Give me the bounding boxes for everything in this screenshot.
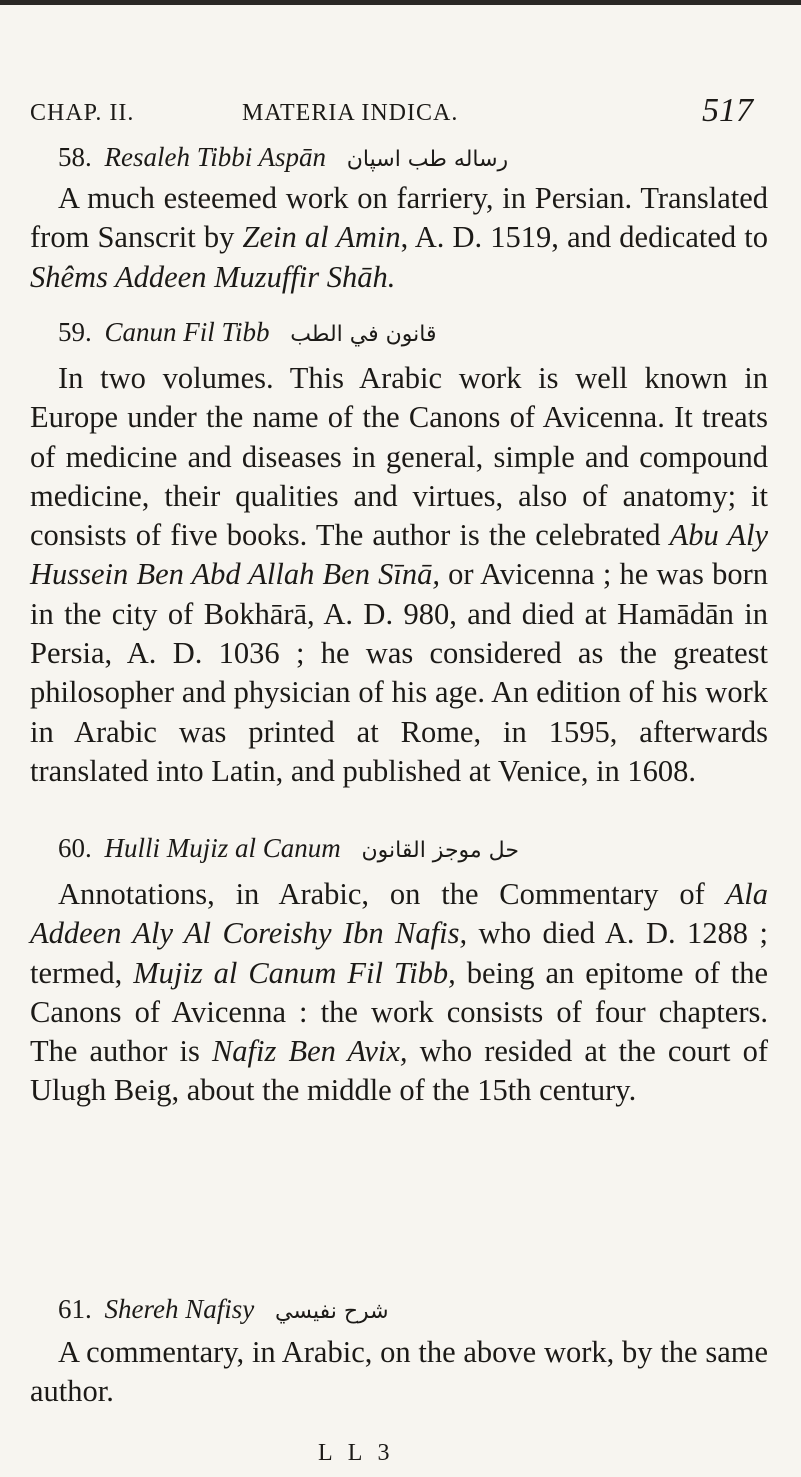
entry-body <box>30 1333 768 1412</box>
running-header <box>30 92 753 132</box>
body-text: or Avicenna ; he was born in the city of Bokhārā, A. D. 980, and died at Hamādān in Persia, A. D. 1036 ; he was considered as the greatest philosopher and physician of his age. An edition of his work in Arabic was printed at Rome, in 1595, afterwards translated into Latin, and published at Venice, in 1608. <box>30 557 768 788</box>
arabic-title: شرح نفيسي <box>274 1299 389 1324</box>
entry-title: Hulli Mujiz al Canum <box>104 833 341 863</box>
entry-title: Shereh Nafisy <box>104 1294 255 1324</box>
arabic-title: حل موجز القانون <box>361 838 519 863</box>
page-number: 517 <box>702 92 753 129</box>
body-text: A commentary, in Arabic, on the above work, by the same author. <box>30 1335 768 1409</box>
entry-title: Resaleh Tibbi Aspān <box>104 142 327 172</box>
entry-heading <box>58 316 436 351</box>
entry-number: 60. <box>58 833 92 863</box>
entry-title: Canun Fil Tibb <box>104 317 270 347</box>
body-text: A much esteemed work on farriery, in Persian. Translated from Sanscrit by <box>30 181 768 255</box>
arabic-title: رساله طب اسپان <box>346 147 509 172</box>
body-text: Annotations, in Arabic, on the Commentary of <box>58 877 726 911</box>
chapter-label: CHAP. II. <box>30 100 135 126</box>
body-text: , A. D. 1519, and dedicated to <box>400 220 768 255</box>
entry-heading <box>58 141 508 176</box>
italic-name: Nafiz Ben Avix, <box>211 1034 408 1069</box>
entry-body <box>30 179 768 297</box>
italic-name: Abu Aly Hussein Ben Abd Allah Ben Sīnā, <box>30 518 768 592</box>
entry-number: 59. <box>58 317 92 347</box>
signature-mark: L L 3 <box>318 1440 395 1466</box>
entry-body <box>30 359 768 791</box>
body-text: being an epitome of the Canons of Avicenna : the work consists of four chapters. The author is <box>30 955 768 1069</box>
entry-heading <box>58 1293 389 1328</box>
italic-name: Zein al Amin <box>242 220 401 255</box>
body-text: who resided at the court of Ulugh Beig, about the middle of the 15th century. <box>30 1034 768 1108</box>
entry-number: 61. <box>58 1294 92 1324</box>
entry-number: 58. <box>58 142 92 172</box>
italic-name: Shêms Addeen Muzuffir Shāh. <box>30 259 396 294</box>
arabic-title: قانون في الطب <box>290 322 437 347</box>
top-rule <box>0 0 801 5</box>
entry-body <box>30 875 768 1111</box>
italic-name: Ala Addeen Aly Al Coreishy Ibn Nafis, <box>30 877 768 951</box>
entry-heading <box>58 832 519 867</box>
italic-name: Mujiz al Canum Fil Tibb, <box>133 955 456 990</box>
body-text: In two volumes. This Arabic work is well known in Europe under the name of the Canons of Avicenna. It treats of medicine and diseases in general, simple and compound medicine, their qualities and virtues, also of anatomy; it consists of five books. The author is the celebrated <box>30 361 768 553</box>
running-title: MATERIA INDICA. <box>242 100 459 126</box>
body-text: who died A. D. 1288 ; termed, <box>30 916 768 990</box>
